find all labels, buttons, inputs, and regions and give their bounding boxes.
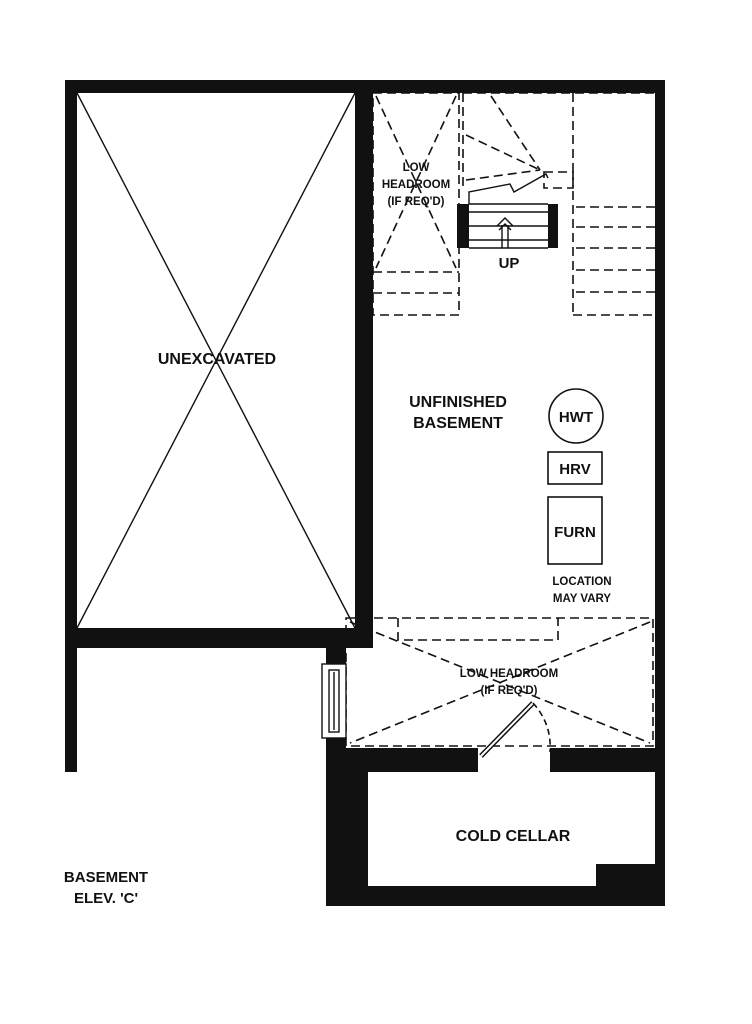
walls xyxy=(65,80,665,906)
plan-title-line1: BASEMENT xyxy=(63,869,149,886)
wall-above-window xyxy=(326,628,346,664)
location-may-vary-line1: LOCATION xyxy=(552,576,612,588)
stair-up-label: UP xyxy=(498,255,520,272)
cold-cellar-top-wall-left xyxy=(326,748,478,772)
unfinished-basement-label-line2: BASEMENT xyxy=(413,415,503,432)
location-may-vary-line2: MAY VARY xyxy=(552,593,612,605)
left-exterior-wall xyxy=(65,80,77,772)
low-headroom-stair-label-line3: (IF REQ'D) xyxy=(387,196,445,208)
stair-right-wall xyxy=(548,204,558,248)
unexcavated-right-wall xyxy=(355,80,373,636)
right-exterior-wall-upper xyxy=(655,80,665,748)
cold-cellar-corner-block xyxy=(596,864,665,906)
lower-low-headroom-zone xyxy=(346,618,653,746)
low-headroom-stair-label-line2: HEADROOM xyxy=(381,179,451,191)
unfinished-basement-label-line1: UNFINISHED xyxy=(409,394,507,411)
plan-title-line2: ELEV. 'C' xyxy=(73,890,139,907)
cold-cellar-top-wall-right xyxy=(550,748,665,772)
low-headroom-stair-label-line1: LOW xyxy=(402,162,430,174)
stair-left-wall xyxy=(457,204,469,248)
cold-cellar-label: COLD CELLAR xyxy=(455,828,571,845)
stair-up xyxy=(457,174,558,248)
unexcavated-label: UNEXCAVATED xyxy=(157,351,277,368)
cold-cellar-door xyxy=(481,703,550,756)
hwt-label: HWT xyxy=(558,409,594,426)
low-headroom-lower-label-line1: LOW HEADROOM xyxy=(459,668,559,680)
furnace-label: FURN xyxy=(554,524,596,541)
low-headroom-lower-label-line2: (IF REQ'D) xyxy=(480,685,538,697)
basement-window xyxy=(322,664,346,738)
hrv-label: HRV xyxy=(559,461,591,478)
